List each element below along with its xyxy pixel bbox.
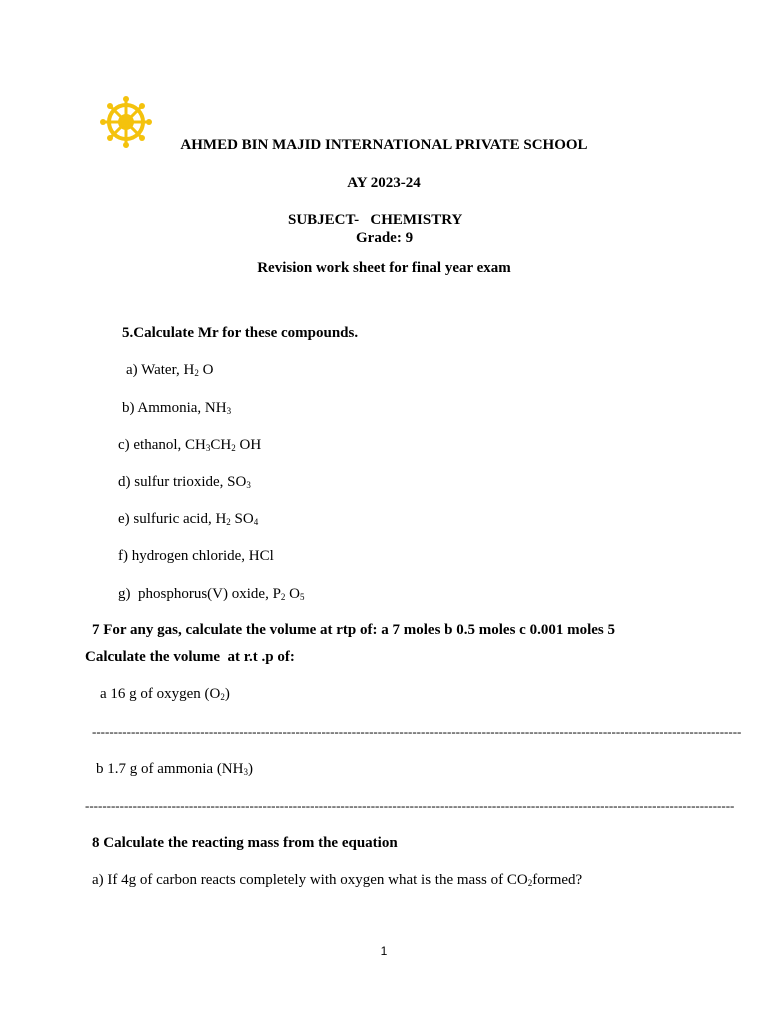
subject-line: SUBJECT- CHEMISTRY — [288, 212, 463, 228]
q5-item-f: f) hydrogen chloride, HCl — [118, 548, 274, 564]
q5-item-a: a) Water, $H_2$ O — [126, 362, 214, 378]
q5-item-e: e) sulfuric acid, $H_2$ $SO_4$ — [118, 511, 259, 527]
q7-item-b: b 1.7 g of ammonia $(NH_3)$ — [96, 761, 253, 777]
academic-year: AY 2023-24 — [347, 175, 421, 191]
q5-item-d: d) sulfur trioxide, $SO_3$ — [118, 474, 251, 490]
question-7-line-2: Calculate the volume at r.t .p of: — [85, 649, 295, 665]
q5-item-c: c) ethanol, $CH_3CH_2$ OH — [118, 437, 262, 453]
q5-item-b: b) Ammonia, $NH_3$ — [122, 400, 232, 416]
q8-item-a: a) If 4g of carbon reacts completely with oxygen what is the mass of $CO_2formed$? — [92, 872, 583, 888]
q7-item-a: a 16 g of oxygen $(O_2)$ — [100, 686, 230, 702]
answer-line: ------------------------------------------------------------------------------------------------------------------------------------------------------ — [85, 798, 735, 813]
question-5-heading: 5.Calculate Mr for these compounds. — [122, 325, 359, 341]
grade-line: Grade: 9 — [356, 230, 414, 246]
school-name: AHMED BIN MAJID INTERNATIONAL PRIVATE SCHOOL — [180, 137, 588, 153]
question-8-heading: 8 Calculate the reacting mass from the equation — [92, 835, 398, 851]
q5-item-g: g) phosphorus(V) oxide, $P_2$ $O_5$ — [118, 586, 305, 602]
question-7-line-1: 7 For any gas, calculate the volume at rtp of: a 7 moles b 0.5 moles c 0.001 moles 5 — [92, 622, 615, 638]
page-number: 1 — [380, 944, 388, 958]
answer-line: ------------------------------------------------------------------------------------------------------------------------------------------------------ — [92, 724, 742, 739]
worksheet-title: Revision work sheet for final year exam — [257, 260, 511, 276]
